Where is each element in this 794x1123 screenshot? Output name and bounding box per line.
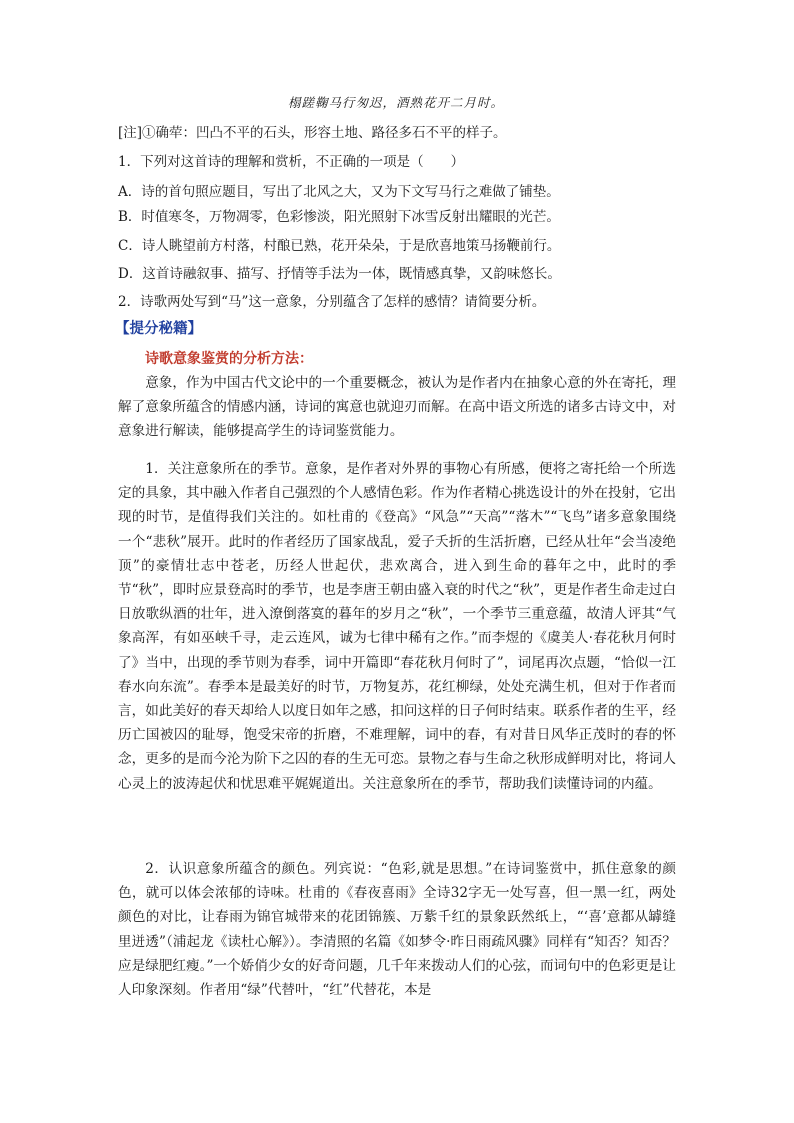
poem-line: 榻蹉鞠马行匆迟，酒熟花开二月时。 — [288, 95, 505, 110]
annotation-note: [注]①确荦：凹凸不平的石头，形容土地、路径多石不平的样子。 — [118, 125, 507, 141]
question-1-stem: 1．下列对这首诗的理解和赏析，不正确的一项是（ ） — [118, 154, 465, 170]
question-1-option-a: A．诗的首句照应题目，写出了北风之大，又为下文写马行之难做了铺垫。 — [118, 184, 560, 200]
question-1-option-b: B．时值寒冬，万物凋零，色彩惨淡，阳光照射下冰雪反射出耀眼的光芒。 — [118, 209, 560, 225]
paragraph-season: 1．关注意象所在的季节。意象，是作者对外界的事物心有所感，便将之寄托给一个所选定的具象，其中融入作者自己强烈的个人感情色彩。作为作者精心挑选设计的外在投射，它出现的时节，是值得我们关注的。如杜甫的《登高》“风急”“天高”“落木”“飞鸟”诸多意象围绕一个“悲秋”展开。此时的作者经历了国家战乱，爱子夭折的生活折磨，已经从壮年“会当凌绝顶”的豪情壮志中苍老，历经人世起伏，悲欢离合，进入到生命的暮年之中，此时的季节“秋”，即时应景登高时的季节，也是李唐王朝由盛入衰的时代之“秋”，更是作者生命走过白日放歌纵酒的壮年，进入潦倒落寞的暮年的岁月之“秋”，一个季节三重意蕴，故清人评其“气象高浑，有如巫峡千寻，走云连风，诚为七律中稀有之作。”而李煜的《虞美人·春花秋月何时了》当中，出现的季节则为春季，词中开篇即“春花秋月何时了”，词尾再次点题，“恰似一江春水向东流”。春季本是最美好的时节，万物复苏，花红柳绿，处处充满生机，但对于作者而言，如此美好的春天却给人以度日如年之感，扣问这样的日子何时结束。联系作者的生平，经历亡国被囚的耻辱，饱受宋帝的折磨，不难理解，词中的春，有对昔日风华正茂时的春的怀念，更多的是而今沦为阶下之囚的春的生无可恋。景物之春与生命之秋形成鲜明对比，将词人心灵上的波涛起伏和忧思难平娓娓道出。关注意象所在的季节，帮助我们读懂诗词的内蕴。 — [118, 461, 676, 792]
question-1-option-c: C．诗人眺望前方村落，村酿已熟，花开朵朵，于是欣喜地策马扬鞭前行。 — [118, 238, 561, 254]
question-1-option-d: D．这首诗融叙事、描写、抒情等手法为一体，既情感真挚，又韵味悠长。 — [118, 266, 561, 282]
question-2: 2．诗歌两处写到“马”这一意象，分别蕴含了怎样的感情？请简要分析。 — [118, 294, 546, 310]
method-heading: 诗歌意象鉴赏的分析方法： — [145, 351, 313, 367]
tips-heading: 【提分秘籍】 — [115, 320, 202, 337]
paragraph-intro: 意象，作为中国古代文论中的一个重要概念，被认为是作者内在抽象心意的外在寄托，理解了意象所蕴含的情感内涵，诗词的寓意也就迎刃而解。在高中语文所选的诸多古诗文中，对意象进行解读，能够提高学生的诗词鉴赏能力。 — [118, 375, 676, 440]
paragraph-color: 2．认识意象所蕴含的颜色。列宾说：“色彩,就是思想。”在诗词鉴赏中，抓住意象的颜色，就可以体会浓郁的诗味。杜甫的《春夜喜雨》全诗32字无一处写喜，但一黑一红，两处颜色的对比，让春雨为锦官城带来的花团锦簇、万紫千红的景象跃然纸上，“‘喜’意都从罅缝里迸透”（浦起龙《读杜心解》）。李清照的名篇《如梦令·昨日雨疏风骤》同样有“知否？知否？应是绿肥红瘦。”一个娇俏少女的好奇问题，几千年来拨动人们的心弦，而词句中的色彩更是让人印象深刻。作者用“绿”代替叶，“红”代替花，本是 — [118, 861, 676, 999]
